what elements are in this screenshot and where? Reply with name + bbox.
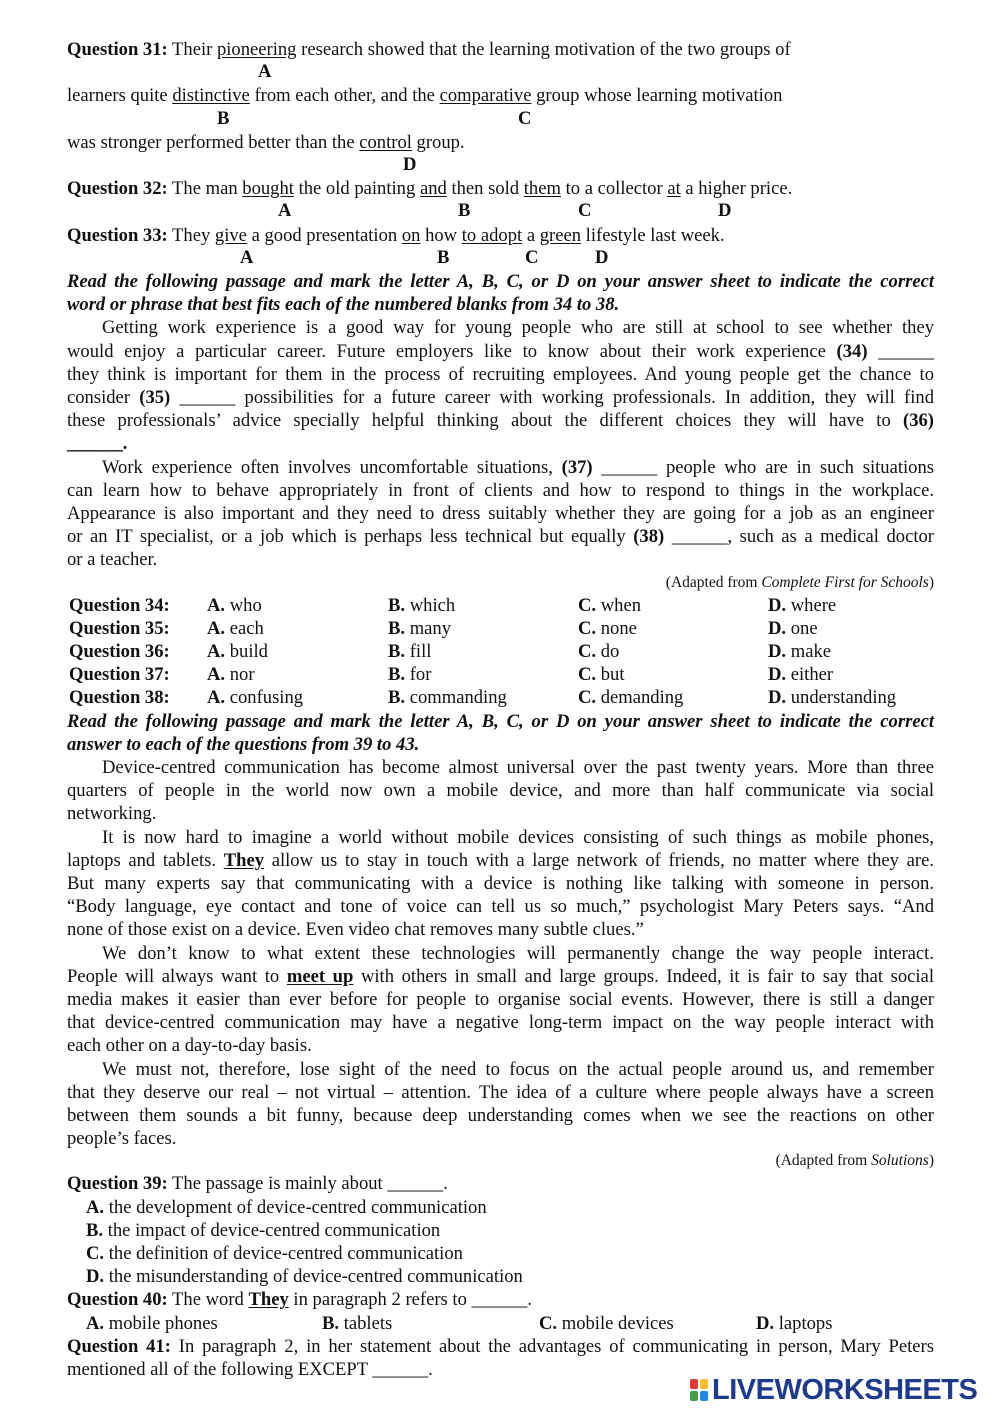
q39-option-c[interactable] — [67, 1242, 934, 1265]
option-letter: D. — [768, 594, 787, 616]
option-letter: A. — [207, 687, 226, 709]
logo-square-icon — [700, 1379, 708, 1389]
option-text: the definition of device-centred communication — [108, 1243, 463, 1265]
option-text: when — [600, 594, 642, 616]
option-letter: B. — [322, 1312, 340, 1334]
q39-option-b[interactable] — [67, 1219, 934, 1242]
logo-square-icon — [690, 1391, 698, 1401]
q38-label: Question 38: — [69, 687, 170, 709]
q31-letters-3 — [67, 154, 934, 177]
q31-option-b-word[interactable]: distinctive — [172, 85, 250, 107]
q37-option-b[interactable] — [388, 663, 578, 686]
q37-option-d[interactable] — [768, 663, 934, 686]
q36-option-a[interactable] — [207, 640, 388, 663]
reading-p3-line: media makes it easier than ever before for people to organise social events. However, there is still a danger — [67, 989, 934, 1011]
reading-p4-line: that they deserve our real – not virtual – attention. The idea of a culture where people always have a screen — [67, 1081, 934, 1103]
instruction-cloze-2: word or phrase that best fits each of the numbered blanks from 34 to 38. — [67, 294, 620, 316]
q32-option-d-word[interactable]: at — [667, 178, 681, 200]
option-letter: B. — [388, 641, 406, 662]
q32-letter-d: D — [718, 200, 732, 222]
passage-text: these professionals’ advice specially helpful thinking about the different choices they will have to — [67, 410, 904, 432]
option-letter: D. — [756, 1312, 775, 1334]
blank-36-line: ______. — [67, 433, 128, 455]
option-text: nor — [229, 664, 255, 686]
q34-option-d[interactable] — [768, 594, 934, 617]
q40-label: Question 40: — [67, 1289, 168, 1311]
option-text: which — [409, 594, 456, 616]
q31-text: group. — [411, 131, 465, 153]
q31-option-a-word[interactable]: pioneering — [216, 39, 297, 60]
option-text: mobile phones — [108, 1312, 218, 1334]
q36-option-c[interactable] — [578, 640, 768, 663]
q35-option-a[interactable] — [207, 617, 388, 640]
q32-letter-b: B — [458, 200, 471, 222]
option-letter: C. — [578, 664, 597, 686]
logo-square-icon — [690, 1379, 698, 1389]
q41-stem-2: mentioned all of the following EXCEPT ______. — [67, 1359, 433, 1381]
q40-options — [67, 1312, 934, 1335]
q33-text: They — [167, 224, 215, 246]
blank-34-number: (34) — [836, 340, 868, 362]
reading-p1-line: quarters of people in the world now own a mobile device, and more than half communicate via social — [67, 780, 934, 802]
option-letter: A. — [207, 664, 226, 686]
q40-option-d[interactable] — [756, 1312, 906, 1335]
blank-35-number: (35) — [139, 386, 171, 408]
worksheet-page — [67, 38, 934, 1381]
highlight-meet-up: meet up — [286, 965, 354, 987]
q31-label: Question 31: — [67, 39, 168, 60]
options-table-34-38 — [67, 594, 934, 710]
option-text: where — [790, 594, 837, 616]
option-text: do — [600, 641, 620, 662]
reading-p2-line: none of those exist on a device. Even video chat removes many subtle clues.” — [67, 919, 644, 941]
instruction-reading-2: answer to each of the questions from 39 to 43. — [67, 733, 420, 755]
q39-option-d[interactable] — [67, 1265, 934, 1288]
q35-option-b[interactable] — [388, 617, 578, 640]
passage2-line — [67, 456, 934, 479]
passage-text: allow us to stay in touch with a large network of friends, no matter where they are. — [264, 849, 934, 871]
q31-line-2 — [67, 84, 934, 107]
option-letter: A. — [207, 617, 226, 639]
option-text: the misunderstanding of device-centred communication — [108, 1266, 523, 1288]
highlight-they: They — [223, 849, 265, 871]
blank-36-number: (36) — [903, 410, 934, 432]
q34-label: Question 34: — [69, 594, 170, 616]
passage-text: ______, such as a medical doctor — [664, 526, 934, 548]
source-title: Complete First for Schools — [761, 573, 929, 591]
passage-text: ______ possibilities for a future career with working professionals. In addition, they will find — [170, 386, 934, 408]
option-text: confusing — [229, 687, 304, 709]
passage2-line: can learn how to behave appropriately in front of clients and how to respond to things in the workplace. — [67, 479, 934, 501]
q32-option-a-word[interactable]: bought — [242, 178, 294, 200]
q31-text: group whose learning motivation — [531, 85, 783, 107]
option-letter: B. — [388, 664, 406, 686]
q31-text: Their — [167, 39, 217, 60]
option-text: either — [790, 664, 834, 686]
q31-text: from each other, and the — [249, 85, 440, 107]
instruction-cloze: Read the following passage and mark the letter A, B, C, or D on your answer sheet to indicate the correct — [67, 270, 934, 292]
q32-text: The man — [167, 178, 243, 200]
passage1-line: they think is important for them in the process of recruiting employees. And young people get the chance to — [67, 363, 934, 385]
logo-grid-icon — [690, 1379, 708, 1401]
blank-38-number: (38) — [633, 526, 665, 548]
q31-line-3 — [67, 131, 934, 154]
q33-label: Question 33: — [67, 224, 168, 246]
logo-square-icon — [700, 1391, 708, 1401]
source-text: ) — [928, 1152, 934, 1170]
q33-text: a good presentation — [246, 224, 402, 246]
q36-option-b[interactable] — [388, 640, 578, 663]
option-letter: A. — [86, 1312, 105, 1334]
q33-text: how — [420, 224, 462, 246]
source-citation-2 — [67, 1150, 934, 1172]
option-letter: C. — [539, 1312, 558, 1334]
q32-label: Question 32: — [67, 178, 168, 200]
passage1-line — [67, 340, 934, 363]
option-text: many — [409, 617, 452, 639]
option-letter: C. — [86, 1243, 105, 1265]
q31-letters-1 — [67, 61, 934, 84]
q40-option-a[interactable] — [86, 1312, 322, 1335]
q40-text: in paragraph 2 refers to ______. — [288, 1289, 532, 1311]
q39-text: The passage is mainly about ______. — [167, 1173, 448, 1195]
q40-option-b[interactable] — [322, 1312, 539, 1335]
q33-line — [67, 224, 934, 247]
blank-36[interactable] — [67, 432, 934, 455]
reading-p4-line: We must not, therefore, lose sight of the need to focus on the actual people around us, and remember — [102, 1058, 934, 1080]
reading-p1-line: networking. — [67, 803, 157, 825]
source-text: (Adapted from — [665, 573, 762, 591]
q34-option-b[interactable] — [388, 594, 578, 617]
option-letter: D. — [768, 664, 787, 686]
q37-label: Question 37: — [69, 664, 170, 686]
q31-letter-c: C — [518, 107, 532, 129]
option-text: for — [409, 664, 432, 686]
source-citation-1 — [67, 572, 934, 594]
source-text: ) — [928, 573, 934, 591]
passage2-line: or a teacher. — [67, 549, 158, 571]
q32-letters — [67, 200, 934, 223]
option-text: demanding — [600, 687, 684, 709]
option-letter: A. — [207, 594, 226, 616]
q38-option-d[interactable] — [768, 686, 934, 709]
option-letter: D. — [768, 641, 787, 662]
q39-label: Question 39: — [67, 1173, 168, 1195]
option-letter: C. — [578, 641, 597, 662]
q33-letter-c: C — [525, 246, 539, 268]
q40-highlight-they: They — [248, 1289, 289, 1311]
reading-p3-line: that device-centred communication may have a negative long-term impact on the way people interact with — [67, 1012, 934, 1034]
q31-option-c-word[interactable]: comparative — [439, 85, 532, 107]
blank-37-number: (37) — [561, 456, 593, 478]
passage-text: People will always want to — [67, 965, 287, 987]
option-letter: B. — [388, 687, 406, 709]
passage-text: laptops and tablets. — [67, 849, 224, 871]
q31-letter-b: B — [217, 107, 230, 129]
passage1-line — [67, 386, 934, 409]
q31-option-d-word[interactable]: control — [359, 131, 412, 153]
option-text: one — [790, 617, 818, 639]
q34-option-a[interactable] — [207, 594, 388, 617]
reading-p1-line: Device-centred communication has become almost universal over the past twenty years. More than three — [102, 757, 934, 779]
option-text: laptops — [778, 1312, 833, 1334]
passage-text: consider — [67, 386, 140, 408]
q38-option-b[interactable] — [388, 686, 578, 709]
q33-text: a — [522, 224, 540, 246]
passage-text: ______ people who are in such situations — [592, 456, 934, 478]
q41-text: In paragraph 2, in her statement about the advantages of communicating in person, Mary Peters — [170, 1335, 934, 1357]
q40-option-c[interactable] — [539, 1312, 756, 1335]
passage2-line: Appearance is also important and they need to dress suitably whether they are going for a job as an engineer — [67, 502, 934, 524]
q33-text: lifestyle last week. — [581, 224, 725, 246]
option-text: fill — [409, 641, 432, 662]
option-text: the impact of device-centred communication — [107, 1219, 441, 1241]
reading-p2-line: “Body language, eye contact and tone of voice can tell us so much,” psychologist Mary Peters says. “And — [67, 896, 934, 918]
option-letter: D. — [768, 617, 787, 639]
q32-text: to a collector — [560, 178, 668, 200]
option-letter: C. — [578, 594, 597, 616]
q38-option-c[interactable] — [578, 686, 768, 709]
instruction-reading: Read the following passage and mark the letter A, B, C, or D on your answer sheet to indicate the correct — [67, 710, 934, 732]
option-text: none — [600, 617, 637, 639]
reading-p4-line: between them sounds a bit funny, because deep understanding comes when we see the reactions on other — [67, 1105, 934, 1127]
q33-letter-a: A — [240, 246, 254, 268]
q33-option-a-word[interactable]: give — [214, 224, 247, 246]
option-letter: B. — [388, 617, 406, 639]
option-letter: C. — [578, 687, 597, 709]
passage-text: with others in small and large groups. Indeed, it is fair to say that social — [353, 965, 934, 987]
option-letter: C. — [578, 617, 597, 639]
q39-stem — [67, 1172, 934, 1195]
q33-letters — [67, 247, 934, 270]
q39-option-a[interactable] — [67, 1196, 934, 1219]
reading-p2-line: But many experts say that communicating with a device is nothing like talking with someone in person. — [67, 873, 934, 895]
q34-option-c[interactable] — [578, 594, 768, 617]
q40-text: The word — [167, 1289, 249, 1311]
reading-p3-line: each other on a day-to-day basis. — [67, 1035, 312, 1057]
reading-p2-line: It is now hard to imagine a world without mobile devices consisting of such things as mobile phones, — [102, 826, 934, 848]
option-text: make — [790, 641, 831, 662]
q35-option-c[interactable] — [578, 617, 768, 640]
q31-text: was stronger performed better than the — [67, 131, 360, 153]
q32-text: a higher price. — [680, 178, 793, 200]
q36-option-d[interactable] — [768, 640, 934, 663]
option-text: who — [229, 594, 262, 616]
q35-label: Question 35: — [69, 617, 170, 639]
q31-letter-d: D — [403, 153, 417, 175]
q33-letter-d: D — [595, 246, 609, 268]
q33-option-d-word[interactable]: green — [539, 224, 582, 246]
option-letter: B. — [86, 1219, 104, 1241]
source-text: (Adapted from — [775, 1152, 872, 1170]
q31-text: research showed that the learning motivation of the two groups of — [296, 39, 791, 60]
reading-p2-line — [67, 849, 934, 872]
q40-stem — [67, 1288, 934, 1311]
passage-text: Work experience often involves uncomfortable situations, — [102, 456, 562, 478]
liveworksheets-logo — [690, 1373, 978, 1406]
reading-p4-line: people’s faces. — [67, 1128, 177, 1150]
option-text: the development of device-centred communication — [108, 1196, 487, 1218]
q37-option-a[interactable] — [207, 663, 388, 686]
q32-text: the old painting — [293, 178, 420, 200]
q32-line — [67, 177, 934, 200]
passage1-line — [67, 409, 934, 432]
q33-option-b-word[interactable]: on — [401, 224, 421, 246]
q33-option-c-word[interactable]: to adopt — [461, 224, 523, 246]
q38-option-a[interactable] — [207, 686, 388, 709]
q33-letter-b: B — [437, 246, 450, 268]
q41-label: Question 41: — [67, 1335, 171, 1357]
q41-stem — [67, 1335, 934, 1358]
source-title: Solutions — [871, 1152, 929, 1170]
option-letter: B. — [388, 594, 406, 616]
option-text: but — [600, 664, 625, 686]
reading-p3-line: We don’t know to what extent these technologies will permanently change the way people interact. — [102, 942, 934, 964]
q31-letters-2 — [67, 108, 934, 131]
option-text: build — [229, 641, 268, 662]
passage1-line: Getting work experience is a good way for young people who are still at school to see whether they — [102, 317, 934, 339]
q32-option-c-word[interactable]: them — [523, 178, 561, 200]
option-letter: A. — [86, 1196, 105, 1218]
q31-text: learners quite — [67, 85, 173, 107]
q32-letter-a: A — [278, 200, 292, 222]
q32-option-b-word[interactable]: and — [419, 178, 447, 200]
option-text: each — [229, 617, 264, 639]
q31-letter-a: A — [258, 61, 272, 83]
q37-option-c[interactable] — [578, 663, 768, 686]
option-text: commanding — [409, 687, 507, 709]
q32-letter-c: C — [578, 200, 592, 222]
option-letter: A. — [207, 641, 226, 662]
option-letter: D. — [768, 687, 787, 709]
q31-line-1 — [67, 38, 934, 61]
q32-text: then sold — [446, 178, 524, 200]
option-text: understanding — [790, 687, 897, 709]
passage2-line — [67, 525, 934, 548]
option-text: tablets — [343, 1312, 393, 1334]
reading-p3-line — [67, 965, 934, 988]
q36-label: Question 36: — [69, 641, 170, 662]
passage-text: would enjoy a particular career. Future employers like to know about their work experience — [67, 340, 837, 362]
blank-34[interactable]: ______ — [867, 340, 934, 362]
logo-text: LIVEWORKSHEETS — [712, 1373, 978, 1406]
option-text: mobile devices — [561, 1312, 674, 1334]
option-letter: D. — [86, 1266, 105, 1288]
passage-text: or an IT specialist, or a job which is perhaps less technical but equally — [67, 526, 634, 548]
q35-option-d[interactable] — [768, 617, 934, 640]
